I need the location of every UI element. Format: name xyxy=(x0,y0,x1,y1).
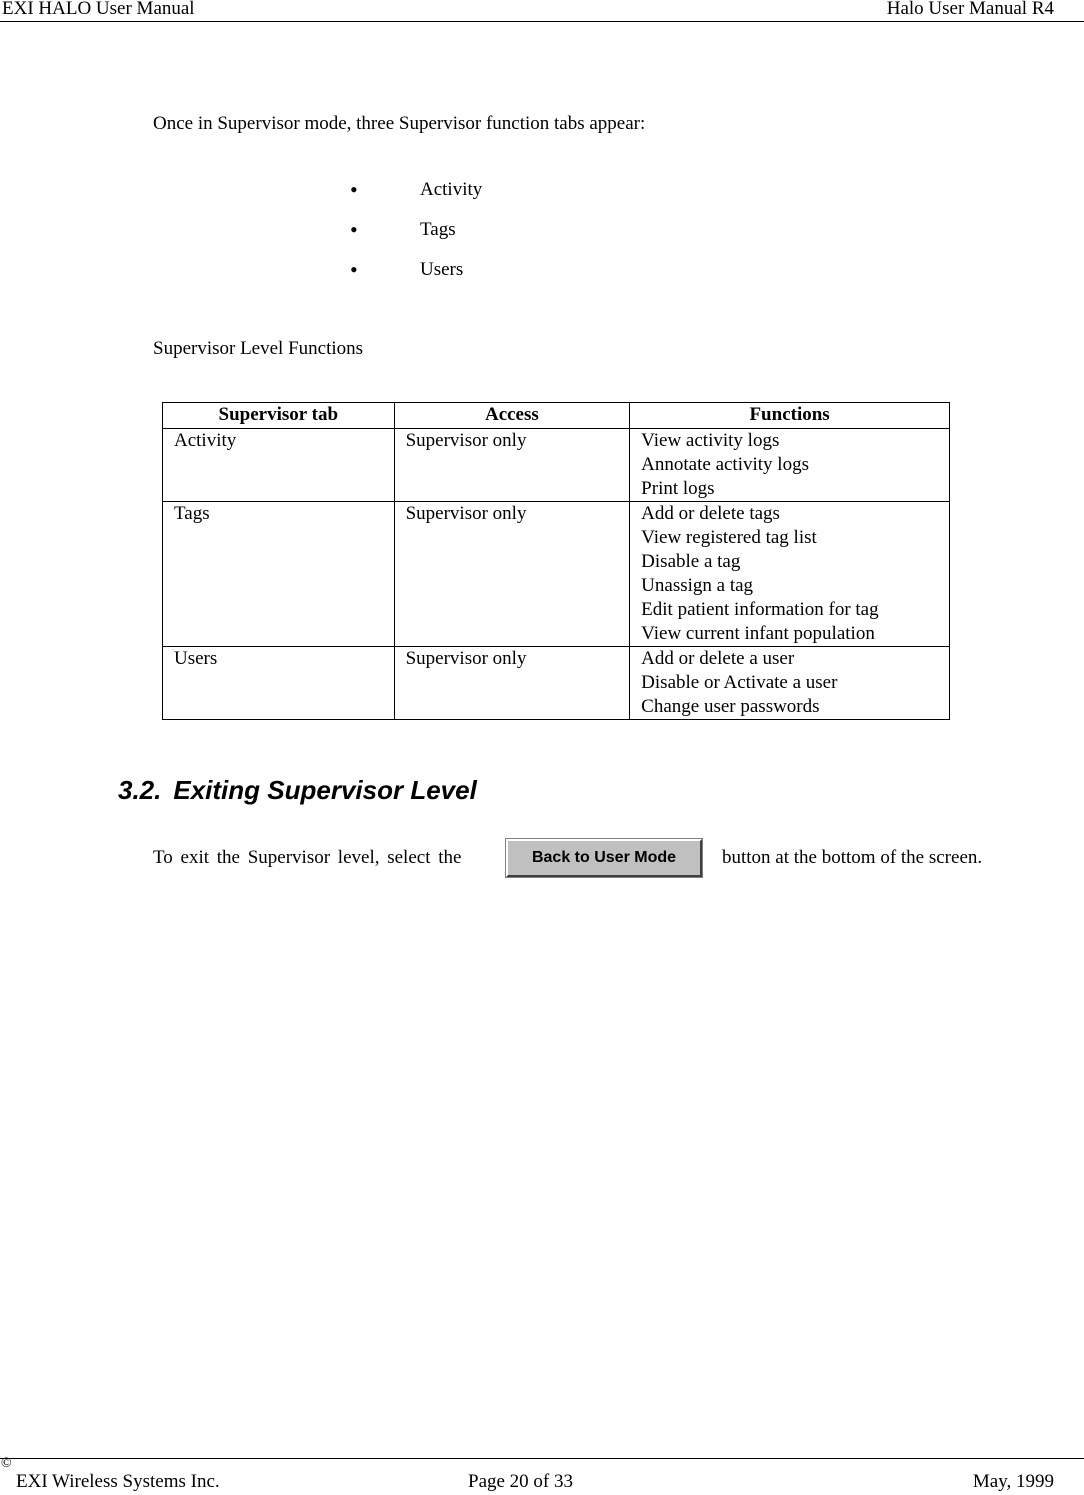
intro-paragraph: Once in Supervisor mode, three Supervisor function tabs appear: xyxy=(153,113,646,134)
function-line: View activity logs xyxy=(641,430,780,451)
footer-company: EXI Wireless Systems Inc. xyxy=(16,1471,220,1492)
cell-tab: Activity xyxy=(163,429,395,502)
function-line: Add or delete tags xyxy=(641,503,780,524)
exit-text-before: To exit the Supervisor level, select the xyxy=(153,847,462,868)
cell-access: Supervisor only xyxy=(394,429,630,502)
list-item-text: Tags xyxy=(420,219,456,240)
section-number: 3.2. xyxy=(118,775,162,805)
header-doc-title: EXI HALO User Manual xyxy=(2,0,195,19)
bullet-icon: • xyxy=(350,177,358,202)
bullet-icon: • xyxy=(350,217,358,242)
function-line: Print logs xyxy=(641,478,715,499)
table-header-row xyxy=(163,403,950,429)
function-line: Unassign a tag xyxy=(641,575,754,596)
table-row xyxy=(163,502,950,647)
function-line: Disable a tag xyxy=(641,551,741,572)
table-row xyxy=(163,429,950,502)
cell-functions xyxy=(630,647,950,720)
cell-tab: Tags xyxy=(163,502,395,647)
function-line: View current infant population xyxy=(641,623,875,644)
table-caption: Supervisor Level Functions xyxy=(153,338,364,359)
cell-functions xyxy=(630,429,950,502)
page-header xyxy=(0,0,1084,22)
column-header: Supervisor tab xyxy=(163,403,395,429)
cell-access: Supervisor only xyxy=(394,502,630,647)
cell-tab: Users xyxy=(163,647,395,720)
bullet-icon: • xyxy=(350,257,358,282)
function-line: View registered tag list xyxy=(641,527,817,548)
page-footer xyxy=(0,1458,1084,1495)
column-header: Functions xyxy=(630,403,950,429)
function-line: Edit patient information for tag xyxy=(641,599,879,620)
list-item-text: Activity xyxy=(420,179,483,200)
exit-text-after: button at the bottom of the screen. xyxy=(722,847,983,868)
cell-access: Supervisor only xyxy=(394,647,630,720)
function-line: Disable or Activate a user xyxy=(641,672,838,693)
exit-instruction xyxy=(153,847,1033,881)
header-doc-version: Halo User Manual R4 xyxy=(886,0,1054,19)
copyright-icon: © xyxy=(1,1456,12,1471)
function-line: Annotate activity logs xyxy=(641,454,809,475)
footer-page-number: Page 20 of 33 xyxy=(468,1471,574,1492)
section-heading xyxy=(118,775,477,806)
column-header: Access xyxy=(394,403,630,429)
supervisor-functions-table xyxy=(162,402,950,720)
table-row xyxy=(163,647,950,720)
section-title-text: Exiting Supervisor Level xyxy=(173,775,477,805)
function-line: Add or delete a user xyxy=(641,648,795,669)
back-to-user-mode-button[interactable] xyxy=(506,839,702,877)
footer-date: May, 1999 xyxy=(972,1471,1054,1492)
list-item-text: Users xyxy=(420,259,464,280)
back-to-user-mode-label: Back to User Mode xyxy=(531,849,677,866)
function-line: Change user passwords xyxy=(641,696,820,717)
cell-functions xyxy=(630,502,950,647)
